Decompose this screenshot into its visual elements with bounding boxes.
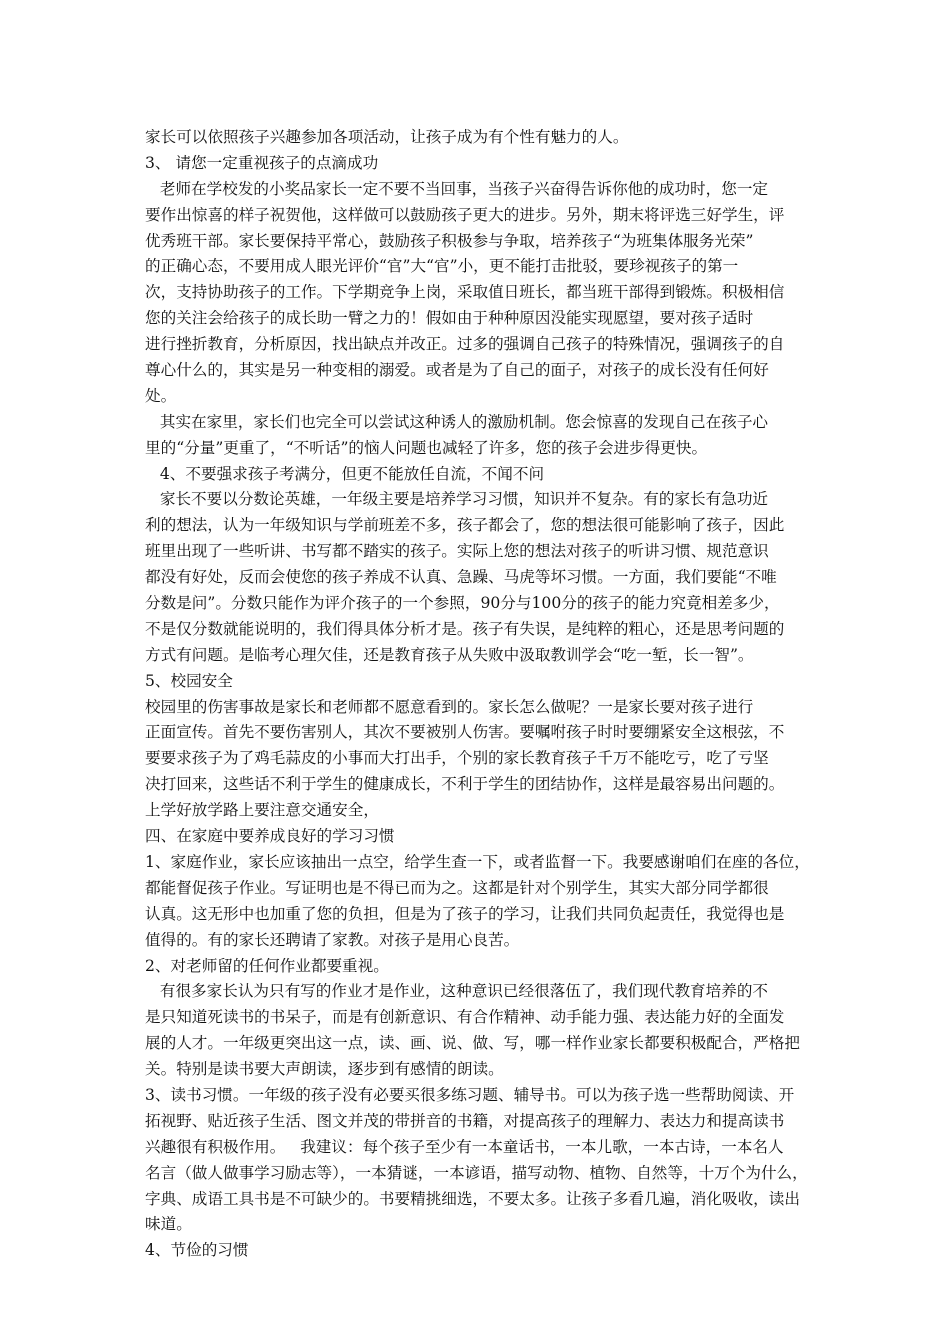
text-line: 利的想法，认为一年级知识与学前班差不多，孩子都会了，您的想法很可能影响了孩子，因此 — [145, 516, 785, 535]
text-line: 方式有问题。是临考心理欠佳，还是教育孩子从失败中汲取教训学会“吃一堑，长一智”。 — [145, 645, 754, 664]
text-line: 味道。 — [145, 1215, 192, 1234]
text-line: 您的关注会给孩子的成长助一臂之力的！假如由于种种原因没能实现愿望，要对孩子适时 — [145, 309, 754, 328]
text-line: 3、读书习惯。一年级的孩子没有必要买很多练习题、辅导书。可以为孩子选一些帮助阅读、开 — [145, 1085, 795, 1104]
text-line: 处。 — [145, 386, 177, 405]
text-line: 2、对老师留的任何作业都要重视。 — [145, 956, 389, 975]
text-line: 兴趣很有积极作用。 我建议：每个孩子至少有一本童话书，一本儿歌，一本古诗，一本名人 — [145, 1137, 784, 1156]
text-line: 的正确心态，不要用成人眼光评价“官”大“官”小，更不能打击批驳，要珍视孩子的第一 — [145, 257, 739, 276]
text-line: 拓视野、贴近孩子生活、图文并茂的带拼音的书籍，对提高孩子的理解力、表达力和提高读书 — [145, 1111, 785, 1130]
text-line: 4、节俭的习惯 — [145, 1241, 249, 1260]
text-line: 名言（做人做事学习励志等），一本猜谜，一本谚语，描写动物、植物、自然等，十万个为什么， — [145, 1163, 808, 1182]
text-line: 优秀班干部。家长要保持平常心，鼓励孩子积极参与争取，培养孩子“为班集体服务光荣” — [145, 231, 754, 250]
text-line: 家长不要以分数论英雄，一年级主要是培养学习习惯，知识并不复杂。有的家长有急功近 — [145, 490, 769, 509]
text-line: 字典、成语工具书是不可缺少的。书要精挑细选，不要太多。让孩子多看几遍，消化吸收，读出 — [145, 1189, 800, 1208]
text-line: 不是仅分数就能说明的，我们得具体分析才是。孩子有失误，是纯粹的粗心，还是思考问题的 — [145, 619, 785, 638]
text-line: 1、家庭作业，家长应该抽出一点空，给学生查一下，或者监督一下。我要感谢咱们在座的各位， — [145, 852, 810, 871]
text-line: 要要求孩子为了鸡毛蒜皮的小事而大打出手，个别的家长教育孩子千万不能吃亏，吃了亏坚 — [145, 749, 769, 768]
text-line: 都能督促孩子作业。写证明也是不得已而为之。这都是针对个别学生，其实大部分同学都很 — [145, 878, 769, 897]
text-line: 四、在家庭中要养成良好的学习习惯 — [145, 827, 395, 846]
text-line: 次，支持协助孩子的工作。下学期竞争上岗，采取值日班长，都当班干部得到锻炼。积极相信 — [145, 283, 785, 302]
text-line: 关。特别是读书要大声朗读，逐步到有感情的朗读。 — [145, 1060, 504, 1079]
text-line: 4、不要强求孩子考满分，但更不能放任自流，不闻不问 — [145, 464, 545, 483]
text-line: 5、校园安全 — [145, 671, 233, 690]
text-line: 值得的。有的家长还聘请了家教。对孩子是用心良苦。 — [145, 930, 520, 949]
text-line: 正面宣传。首先不要伤害别人，其次不要被别人伤害。要嘱咐孩子时时要绷紧安全这根弦，不 — [145, 723, 785, 742]
text-line: 展的人才。一年级更突出这一点，读、画、说、做、写，哪一样作业家长都要积极配合，严格把 — [145, 1034, 800, 1053]
text-line: 里的“分量”更重了，“不听话”的恼人问题也减轻了许多，您的孩子会进步得更快。 — [145, 438, 708, 457]
document-body — [145, 125, 810, 1264]
text-line: 上学好放学路上要注意交通安全， — [145, 801, 379, 820]
text-line: 班里出现了一些听讲、书写都不踏实的孩子。实际上您的想法对孩子的听讲习惯、规范意识 — [145, 542, 769, 561]
text-line: 进行挫折教育，分析原因，找出缺点并改正。过多的强调自己孩子的特殊情况，强调孩子的自 — [145, 335, 785, 354]
text-line: 3、 请您一定重视孩子的点滴成功 — [145, 153, 379, 172]
text-line: 分数是问”。分数只能作为评介孩子的一个参照，90分与100分的孩子的能力究竟相差多少， — [145, 594, 780, 613]
text-line: 认真。这无形中也加重了您的负担，但是为了孩子的学习，让我们共同负起责任，我觉得也是 — [145, 904, 785, 923]
text-line: 决打回来，这些话不利于学生的健康成长，不利于学生的团结协作，这样是最容易出问题的。 — [145, 775, 785, 794]
text-line: 老师在学校发的小奖品家长一定不要不当回事，当孩子兴奋得告诉你他的成功时，您一定 — [145, 179, 769, 198]
text-line: 都没有好处，反而会使您的孩子养成不认真、急躁、马虎等坏习惯。一方面，我们要能“不唯 — [145, 568, 777, 587]
text-line: 尊心什么的，其实是另一种变相的溺爱。或者是为了自己的面子，对孩子的成长没有任何好 — [145, 361, 769, 380]
text-line: 校园里的伤害事故是家长和老师都不愿意看到的。家长怎么做呢？一是家长要对孩子进行 — [145, 697, 754, 716]
text-line: 其实在家里，家长们也完全可以尝试这种诱人的激励机制。您会惊喜的发现自己在孩子心 — [145, 412, 769, 431]
text-line: 家长可以依照孩子兴趣参加各项活动，让孩子成为有个性有魅力的人。 — [145, 128, 629, 146]
text-line: 是只知道死读书的书呆子，而是有创新意识、有合作精神、动手能力强、表达能力好的全面发 — [145, 1008, 785, 1027]
text-line: 要作出惊喜的样子祝贺他，这样做可以鼓励孩子更大的进步。另外，期末将评选三好学生，评 — [145, 205, 785, 224]
text-line: 有很多家长认为只有写的作业才是作业，这种意识已经很落伍了，我们现代教育培养的不 — [145, 982, 769, 1001]
